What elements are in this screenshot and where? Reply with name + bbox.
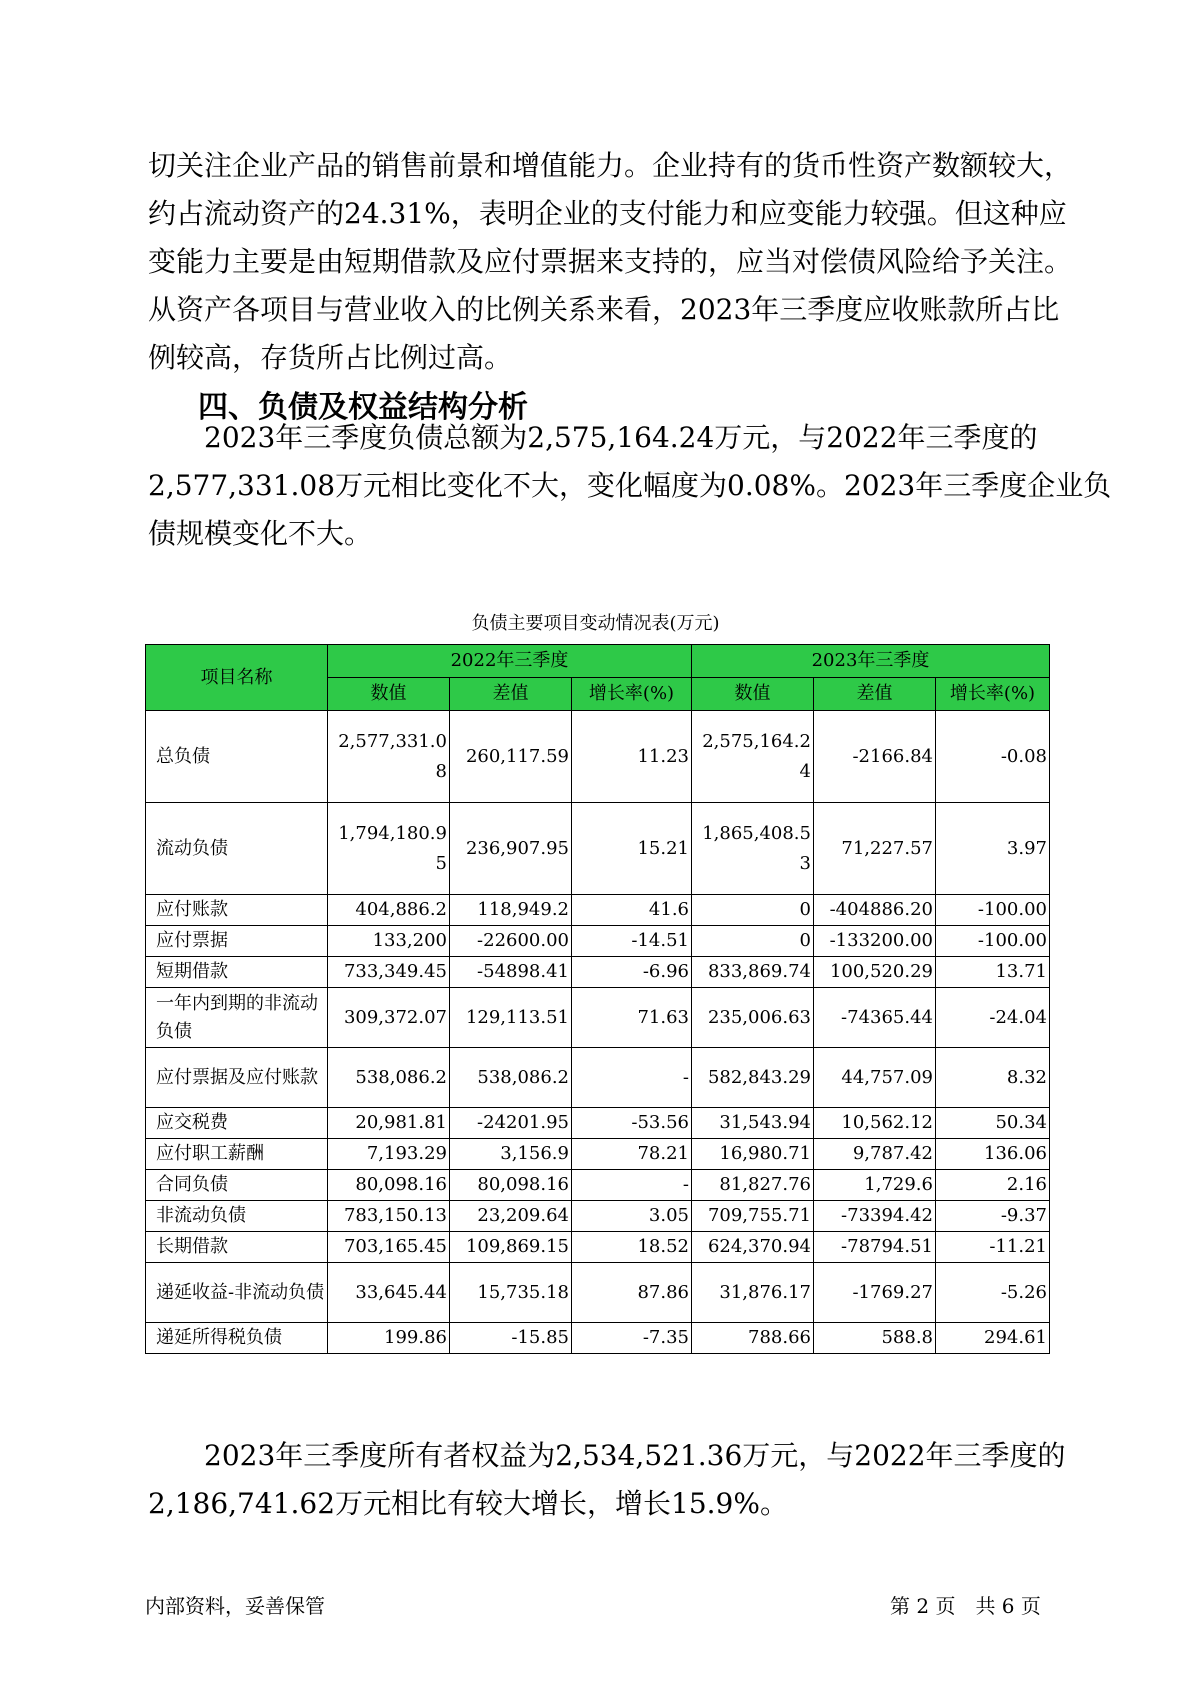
text-line: 切关注企业产品的销售前景和增值能力。企业持有的货币性资产数额较大， [148, 149, 1073, 182]
header-diff-2023: 差值 [814, 678, 936, 711]
cell-diff-2023: -73394.42 [814, 1201, 936, 1232]
header-value-2023: 数值 [692, 678, 814, 711]
cell-growth-2023: 8.32 [936, 1048, 1050, 1108]
cell-value-2022: 133,200 [328, 926, 450, 957]
table-row [146, 957, 1050, 988]
cell-growth-2023: -0.08 [936, 711, 1050, 803]
table-row [146, 1263, 1050, 1323]
cell-growth-2023: -100.00 [936, 926, 1050, 957]
table-caption: 负债主要项目变动情况表(万元) [471, 613, 720, 634]
cell-growth-2023: 50.34 [936, 1108, 1050, 1139]
row-name: 总负债 [146, 711, 328, 803]
cell-value-2022: 703,165.45 [328, 1232, 450, 1263]
cell-value-2022: 7,193.29 [328, 1139, 450, 1170]
cell-diff-2023: 588.8 [814, 1323, 936, 1354]
liabilities-table [145, 644, 1050, 1354]
row-name: 非流动负债 [146, 1201, 328, 1232]
table-row [146, 1232, 1050, 1263]
row-name: 应付职工薪酬 [146, 1139, 328, 1170]
row-name: 递延所得税负债 [146, 1323, 328, 1354]
cell-value-2023: 235,006.63 [692, 988, 814, 1048]
cell-diff-2022: 118,949.2 [450, 895, 572, 926]
section-heading: 四、负债及权益结构分析 [198, 390, 528, 425]
cell-value-2022: 80,098.16 [328, 1170, 450, 1201]
cell-growth-2022: 41.6 [572, 895, 692, 926]
cell-diff-2023: -2166.84 [814, 711, 936, 803]
paragraph-liabilities-summary [148, 414, 1112, 558]
cell-diff-2023: -1769.27 [814, 1263, 936, 1323]
cell-diff-2022: 109,869.15 [450, 1232, 572, 1263]
table-row [146, 1108, 1050, 1139]
header-group-2023: 2023年三季度 [692, 645, 1050, 678]
row-name: 一年内到期的非流动负债 [146, 988, 328, 1048]
cell-diff-2023: 100,520.29 [814, 957, 936, 988]
cell-growth-2023: 3.97 [936, 803, 1050, 895]
cell-value-2023: 833,869.74 [692, 957, 814, 988]
cell-value-2023: 582,843.29 [692, 1048, 814, 1108]
cell-diff-2023: 10,562.12 [814, 1108, 936, 1139]
table-row [146, 1048, 1050, 1108]
footer-page-number: 第 2 页 共 6 页 [890, 1594, 1041, 1618]
paragraph-assets-summary [148, 142, 1073, 382]
text-line: 2,577,331.08万元相比变化不大，变化幅度为0.08%。2023年三季度企业负 [148, 469, 1112, 502]
text-line: 例较高，存货所占比例过高。 [148, 341, 513, 374]
cell-diff-2023: 44,757.09 [814, 1048, 936, 1108]
cell-growth-2023: -11.21 [936, 1232, 1050, 1263]
cell-growth-2022: 71.63 [572, 988, 692, 1048]
table-row [146, 803, 1050, 895]
cell-growth-2022: 15.21 [572, 803, 692, 895]
text-line: 2023年三季度负债总额为2,575,164.24万元，与2022年三季度的 [148, 421, 1038, 454]
cell-growth-2023: -100.00 [936, 895, 1050, 926]
cell-diff-2023: 9,787.42 [814, 1139, 936, 1170]
cell-value-2022: 404,886.2 [328, 895, 450, 926]
row-name: 应交税费 [146, 1108, 328, 1139]
cell-diff-2023: -133200.00 [814, 926, 936, 957]
cell-value-2023: 1,865,408.53 [692, 803, 814, 895]
cell-value-2022: 1,794,180.95 [328, 803, 450, 895]
cell-growth-2023: -9.37 [936, 1201, 1050, 1232]
row-name: 短期借款 [146, 957, 328, 988]
cell-diff-2022: 236,907.95 [450, 803, 572, 895]
table-row [146, 1201, 1050, 1232]
table-row [146, 926, 1050, 957]
row-name: 递延收益-非流动负债 [146, 1263, 328, 1323]
table-row [146, 895, 1050, 926]
cell-diff-2022: 129,113.51 [450, 988, 572, 1048]
cell-value-2023: 788.66 [692, 1323, 814, 1354]
cell-growth-2022: 18.52 [572, 1232, 692, 1263]
row-name: 应付账款 [146, 895, 328, 926]
cell-value-2023: 16,980.71 [692, 1139, 814, 1170]
header-growth-2022: 增长率(%) [572, 678, 692, 711]
cell-growth-2022: 11.23 [572, 711, 692, 803]
cell-diff-2023: -74365.44 [814, 988, 936, 1048]
cell-value-2022: 33,645.44 [328, 1263, 450, 1323]
cell-diff-2022: 15,735.18 [450, 1263, 572, 1323]
cell-value-2023: 0 [692, 926, 814, 957]
cell-growth-2022: -7.35 [572, 1323, 692, 1354]
table-row [146, 1323, 1050, 1354]
cell-growth-2022: -6.96 [572, 957, 692, 988]
row-name: 流动负债 [146, 803, 328, 895]
cell-diff-2022: 260,117.59 [450, 711, 572, 803]
cell-diff-2023: -404886.20 [814, 895, 936, 926]
row-name: 应付票据及应付账款 [146, 1048, 328, 1108]
cell-value-2022: 538,086.2 [328, 1048, 450, 1108]
cell-value-2022: 733,349.45 [328, 957, 450, 988]
cell-diff-2022: 538,086.2 [450, 1048, 572, 1108]
text-line: 债规模变化不大。 [148, 517, 373, 550]
cell-diff-2022: 23,209.64 [450, 1201, 572, 1232]
cell-diff-2022: -54898.41 [450, 957, 572, 988]
table-row [146, 988, 1050, 1048]
paragraph-equity-summary [148, 1432, 1066, 1528]
cell-growth-2022: -53.56 [572, 1108, 692, 1139]
cell-growth-2022: - [572, 1170, 692, 1201]
text-line: 2023年三季度所有者权益为2,534,521.36万元，与2022年三季度的 [148, 1439, 1066, 1472]
footer-confidential-note: 内部资料，妥善保管 [145, 1594, 325, 1618]
cell-growth-2023: 2.16 [936, 1170, 1050, 1201]
cell-value-2023: 2,575,164.24 [692, 711, 814, 803]
cell-growth-2022: -14.51 [572, 926, 692, 957]
cell-diff-2023: 71,227.57 [814, 803, 936, 895]
cell-growth-2023: 13.71 [936, 957, 1050, 988]
cell-growth-2022: 3.05 [572, 1201, 692, 1232]
cell-value-2022: 2,577,331.08 [328, 711, 450, 803]
cell-value-2023: 31,543.94 [692, 1108, 814, 1139]
text-line: 2,186,741.62万元相比有较大增长，增长15.9%。 [148, 1487, 788, 1520]
cell-diff-2023: -78794.51 [814, 1232, 936, 1263]
cell-diff-2022: 80,098.16 [450, 1170, 572, 1201]
cell-value-2023: 81,827.76 [692, 1170, 814, 1201]
cell-value-2022: 20,981.81 [328, 1108, 450, 1139]
cell-diff-2022: -22600.00 [450, 926, 572, 957]
row-name: 长期借款 [146, 1232, 328, 1263]
cell-growth-2022: 78.21 [572, 1139, 692, 1170]
cell-growth-2022: - [572, 1048, 692, 1108]
text-line: 约占流动资产的24.31%，表明企业的支付能力和应变能力较强。但这种应 [148, 197, 1067, 230]
cell-growth-2023: -5.26 [936, 1263, 1050, 1323]
header-item-name: 项目名称 [146, 645, 328, 711]
cell-diff-2022: 3,156.9 [450, 1139, 572, 1170]
cell-value-2023: 0 [692, 895, 814, 926]
table-row [146, 711, 1050, 803]
cell-growth-2023: 136.06 [936, 1139, 1050, 1170]
cell-value-2023: 31,876.17 [692, 1263, 814, 1323]
table-row [146, 1139, 1050, 1170]
cell-value-2023: 624,370.94 [692, 1232, 814, 1263]
cell-growth-2023: 294.61 [936, 1323, 1050, 1354]
cell-value-2022: 309,372.07 [328, 988, 450, 1048]
text-line: 变能力主要是由短期借款及应付票据来支持的，应当对偿债风险给予关注。 [148, 245, 1073, 278]
table-row [146, 1170, 1050, 1201]
row-name: 合同负债 [146, 1170, 328, 1201]
text-line: 从资产各项目与营业收入的比例关系来看，2023年三季度应收账款所占比 [148, 293, 1060, 326]
header-group-2022: 2022年三季度 [328, 645, 692, 678]
header-growth-2023: 增长率(%) [936, 678, 1050, 711]
cell-value-2022: 783,150.13 [328, 1201, 450, 1232]
cell-diff-2022: -15.85 [450, 1323, 572, 1354]
cell-diff-2023: 1,729.6 [814, 1170, 936, 1201]
cell-value-2022: 199.86 [328, 1323, 450, 1354]
header-value-2022: 数值 [328, 678, 450, 711]
row-name: 应付票据 [146, 926, 328, 957]
header-diff-2022: 差值 [450, 678, 572, 711]
cell-growth-2023: -24.04 [936, 988, 1050, 1048]
cell-growth-2022: 87.86 [572, 1263, 692, 1323]
cell-diff-2022: -24201.95 [450, 1108, 572, 1139]
cell-value-2023: 709,755.71 [692, 1201, 814, 1232]
